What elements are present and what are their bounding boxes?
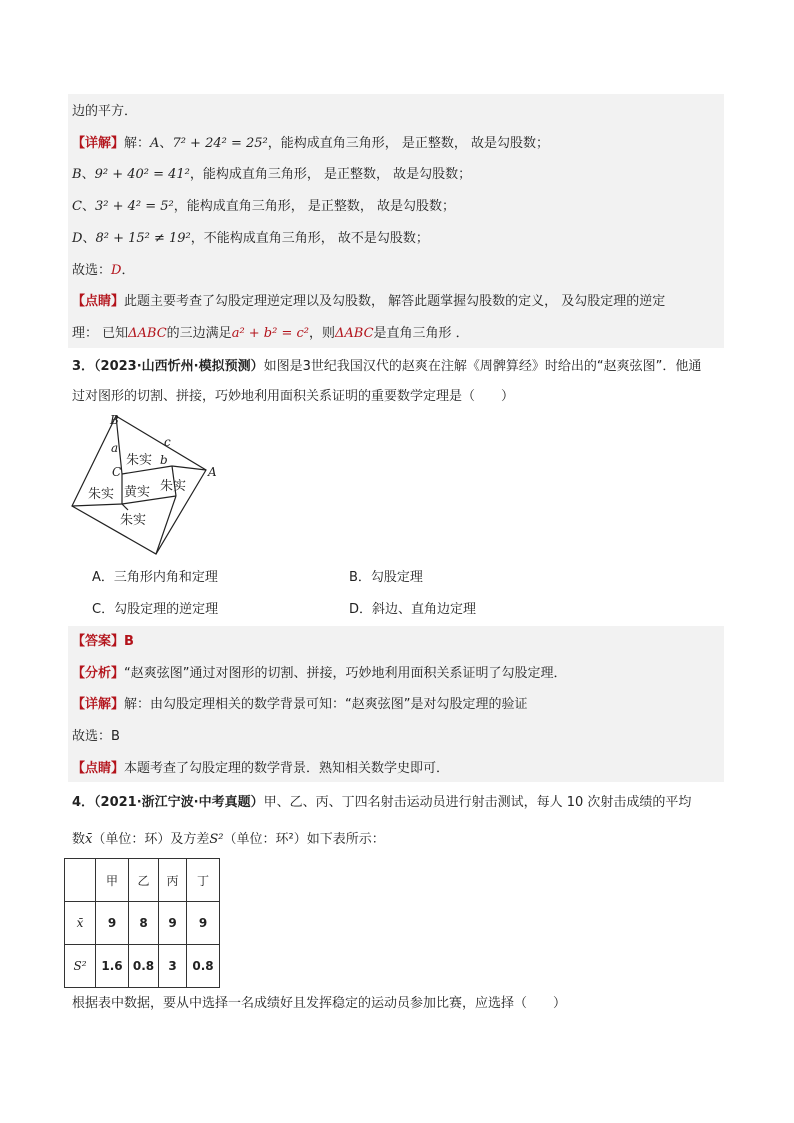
label-C: C — [112, 465, 122, 479]
region-huangshi: 黄实 — [124, 485, 151, 500]
detail-line-b: B、9² + 40² = 41²，能构成直角三角形， 是正整数， 故是勾股数； — [72, 167, 472, 182]
q3-stem-line-2: 过对图形的切割、拼接，巧妙地利用面积关系证明的重要数学定理是（ ） — [72, 389, 515, 404]
table-header-row — [65, 859, 220, 902]
q4-final-line: 根据表中数据，要从中选择一名成绩好且发挥稳定的运动员参加比赛，应选择（ ） — [72, 996, 567, 1011]
table-header-cell: 乙 — [129, 859, 159, 902]
line-left-inner — [72, 504, 122, 506]
stats-table — [64, 858, 220, 988]
table-header-cell: 丁 — [187, 859, 220, 902]
table-cell: 0.8 — [129, 945, 159, 988]
label-b: b — [160, 453, 168, 467]
table-row — [65, 945, 220, 988]
comment-line-1: 【点睛】此题主要考查了勾股定理逆定理以及勾股数， 解答此题掌握勾股数的定义， 及勾股定理的逆定 — [72, 294, 666, 309]
table-header-cell: 甲 — [96, 859, 129, 902]
line-inner-corner — [122, 504, 128, 510]
table-row-label: x̄ — [65, 902, 96, 945]
q4-stem-line-2: 数x̄（单位：环）及方差S²（单位：环²）如下表所示： — [72, 832, 385, 847]
label-c: c — [164, 435, 171, 449]
q3-detail-line: 【详解】解：由勾股定理相关的数学背景可知：“赵爽弦图”是对勾股定理的验证 — [72, 697, 528, 712]
option-c[interactable]: C．勾股定理的逆定理 — [92, 602, 219, 617]
q3-analysis-line: 【分析】“赵爽弦图”通过对图形的切割、拼接，巧妙地利用面积关系证明了勾股定理． — [72, 666, 567, 681]
region-zhushi-left: 朱实 — [88, 487, 115, 502]
table-cell: 9 — [159, 902, 187, 945]
table-cell: 9 — [187, 902, 220, 945]
label-a: a — [111, 441, 119, 455]
detail-line-a: 【详解】解：A、7² + 24² = 25²，能构成直角三角形， 是正整数， 故是勾股数； — [72, 136, 550, 151]
table-row-label: S² — [65, 945, 96, 988]
q4-stem-line-1: 4．（2021·浙江宁波·中考真题）甲、乙、丙、丁四名射击运动员进行射击测试，每人 10 次射击成绩的平均 — [72, 795, 692, 810]
solution-text-line: 边的平方． — [72, 104, 138, 119]
detail-line-c: C、3² + 4² = 5²，能构成直角三角形， 是正整数， 故是勾股数； — [72, 199, 455, 214]
zhao-shuang-diagram — [68, 412, 228, 560]
q3-choice-line: 故选：B — [72, 729, 120, 744]
table-cell: 3 — [159, 945, 187, 988]
option-a[interactable]: A．三角形内角和定理 — [92, 570, 218, 585]
option-d[interactable]: D．斜边、直角边定理 — [349, 602, 477, 617]
label-B: B — [110, 413, 119, 427]
table-cell: 1.6 — [96, 945, 129, 988]
region-zhushi-right: 朱实 — [160, 479, 187, 494]
detail-line-d: D、8² + 15² ≠ 19²，不能构成直角三角形， 故不是勾股数； — [72, 231, 429, 246]
table-cell: 9 — [96, 902, 129, 945]
label-A: A — [208, 465, 217, 479]
q3-stem-line-1: 3．（2023·山西忻州·模拟预测）如图是3世纪我国汉代的赵爽在注解《周髀算经》时给出的“赵爽弦图”．他通 — [72, 359, 702, 374]
table-cell — [65, 859, 96, 902]
table-row — [65, 902, 220, 945]
region-zhushi-top: 朱实 — [126, 453, 153, 468]
table-cell: 8 — [129, 902, 159, 945]
choice-line: 故选：D． — [72, 263, 135, 278]
region-zhushi-bottom: 朱实 — [120, 513, 147, 528]
comment-line-2: 理： 已知ΔABC的三边满足a² + b² = c²，则ΔABC是直角三角形 ． — [72, 326, 469, 341]
q3-comment-line: 【点睛】本题考查了勾股定理的数学背景．熟知相关数学史即可． — [72, 761, 450, 776]
q3-answer-line: 【答案】B — [72, 634, 134, 649]
table-header-cell: 丙 — [159, 859, 187, 902]
table-cell: 0.8 — [187, 945, 220, 988]
option-b[interactable]: B．勾股定理 — [349, 570, 423, 585]
